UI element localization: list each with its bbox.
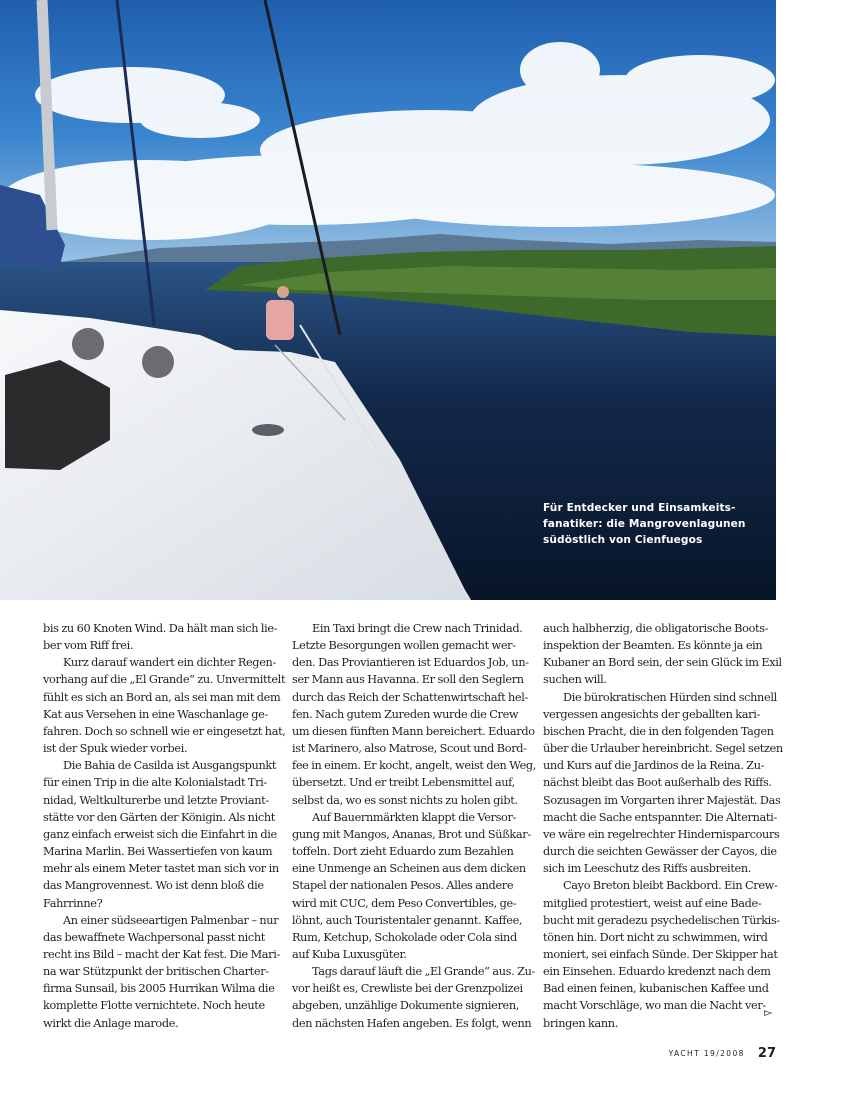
text-line: fee in einem. Er kocht, angelt, weist den Weg, bbox=[292, 759, 537, 773]
text-line: bischen Pracht, die in den folgenden Tagen bbox=[543, 724, 774, 738]
text-line: macht Vorschläge, wo man die Nacht ver- bbox=[543, 999, 766, 1013]
text-line: mitglied protestiert, weist auf eine Bade- bbox=[543, 896, 762, 910]
caption-line: südöstlich von Cienfuegos bbox=[543, 534, 703, 546]
text-line: Kurz darauf wandert ein dichter Regen- bbox=[63, 656, 276, 670]
text-line: nidad, Weltkulturerbe und letzte Proviant- bbox=[43, 793, 269, 807]
text-line: Letzte Besorgungen wollen gemacht wer- bbox=[292, 639, 516, 653]
text-line: macht die Sache entspannter. Die Alternati- bbox=[543, 810, 777, 824]
text-line: übersetzt. Und er treibt Lebensmittel auf, bbox=[292, 776, 515, 790]
text-line: Fahrrinne? bbox=[43, 896, 103, 910]
text-line: den. Das Proviantieren ist Eduardos Job, un- bbox=[292, 656, 529, 670]
text-line: nächst bleibt das Boot außerhalb des Riffs. bbox=[543, 776, 772, 790]
text-line: löhnt, auch Touristentaler genannt. Kaffee, bbox=[292, 913, 523, 927]
magazine-issue: YACHT 19/2008 bbox=[668, 1049, 745, 1058]
caption-line: fanatiker: die Mangrovenlagunen bbox=[543, 518, 746, 530]
text-column-1 bbox=[43, 620, 286, 1032]
text-line: für einen Trip in die alte Kolonialstadt Tri- bbox=[43, 776, 267, 790]
article-end-mark: ▻ bbox=[764, 1006, 773, 1019]
text-line: abgeben, unzählige Dokumente signieren, bbox=[292, 999, 519, 1013]
lagoon-photo bbox=[0, 0, 776, 600]
text-line: selbst da, wo es sonst nichts zu holen gibt. bbox=[292, 793, 518, 807]
text-line: firma Sunsail, bis 2005 Hurrikan Wilma die bbox=[43, 982, 275, 996]
text-line: um diesen fünften Mann bereichert. Eduardo bbox=[292, 724, 535, 738]
text-line: wirkt die Anlage marode. bbox=[43, 1016, 179, 1030]
photo-caption bbox=[543, 500, 763, 548]
text-line: ve wäre ein regelrechter Hindernisparcours bbox=[543, 827, 780, 841]
text-line: durch die seichten Gewässer der Cayos, die bbox=[543, 845, 777, 859]
text-line: ist der Spuk wieder vorbei. bbox=[43, 742, 188, 756]
text-line: stätte vor den Gärten der Königin. Als nicht bbox=[43, 810, 275, 824]
text-line: durch das Reich der Schattenwirtschaft hel- bbox=[292, 690, 528, 704]
text-line: Stapel der nationalen Pesos. Alles andere bbox=[292, 879, 514, 893]
text-line: vorhang auf die „El Grande“ zu. Unvermittelt bbox=[43, 673, 286, 687]
text-line: Tags darauf läuft die „El Grande“ aus. Zu- bbox=[312, 965, 535, 979]
text-column-3 bbox=[543, 620, 783, 1032]
text-line: Sozusagen im Vorgarten ihrer Majestät. Das bbox=[543, 793, 781, 807]
text-line: fühlt es sich an Bord an, als sei man mit dem bbox=[43, 690, 281, 704]
text-line: Kat aus Versehen in eine Waschanlage ge- bbox=[43, 707, 268, 721]
text-line: auch halbherzig, die obligatorische Boots- bbox=[543, 622, 769, 635]
text-line: das Mangrovennest. Wo ist denn bloß die bbox=[43, 879, 264, 893]
text-line: wird mit CUC, dem Peso Convertibles, ge- bbox=[292, 896, 517, 910]
text-line: das bewaffnete Wachpersonal passt nicht bbox=[43, 930, 265, 944]
text-line: mehr als einem Meter tastet man sich vor in bbox=[43, 862, 279, 876]
text-line: ist Marinero, also Matrose, Scout und Bord- bbox=[292, 742, 527, 756]
text-line: vergessen angesichts der geballten kari- bbox=[543, 707, 760, 721]
text-line: Ein Taxi bringt die Crew nach Trinidad. bbox=[312, 622, 523, 635]
text-line: recht ins Bild – macht der Kat fest. Die Mari- bbox=[43, 947, 280, 961]
text-line: Cayo Breton bleibt Backbord. Ein Crew- bbox=[563, 879, 778, 893]
text-line: An einer südseeartigen Palmenbar – nur bbox=[63, 913, 279, 927]
text-line: eine Unmenge an Scheinen aus dem dicken bbox=[292, 862, 526, 876]
page-footer bbox=[669, 1043, 776, 1062]
text-line: fahren. Doch so schnell wie er eingesetzt hat, bbox=[43, 724, 286, 738]
text-column-2 bbox=[292, 620, 537, 1032]
text-line: bis zu 60 Knoten Wind. Da hält man sich lie- bbox=[43, 622, 278, 635]
text-line: Die Bahia de Casilda ist Ausgangspunkt bbox=[63, 759, 277, 773]
text-line: fen. Nach gutem Zureden wurde die Crew bbox=[292, 707, 519, 721]
text-line: über die Urlauber hereinbricht. Segel setzen bbox=[543, 742, 783, 756]
text-line: auf Kuba Luxusgüter. bbox=[292, 947, 407, 961]
text-line: Auf Bauernmärkten klappt die Versor- bbox=[312, 810, 516, 824]
caption-line: Für Entdecker und Einsamkeits- bbox=[543, 502, 736, 514]
text-line: ber vom Riff frei. bbox=[43, 639, 134, 653]
text-line: Die bürokratischen Hürden sind schnell bbox=[563, 690, 777, 704]
page-number: 27 bbox=[757, 1046, 776, 1061]
text-line: vor heißt es, Crewliste bei der Grenzpolizei bbox=[292, 982, 523, 996]
text-line: Bad einen feinen, kubanischen Kaffee und bbox=[543, 982, 769, 996]
text-line: bucht mit geradezu psychedelischen Türkis- bbox=[543, 913, 780, 927]
text-line: und Kurs auf die Jardinos de la Reina. Zu- bbox=[543, 759, 765, 773]
text-line: suchen will. bbox=[543, 673, 607, 687]
text-line: komplette Flotte vernichtete. Noch heute bbox=[43, 999, 265, 1013]
text-line: ganz einfach erweist sich die Einfahrt in die bbox=[43, 827, 277, 841]
text-line: gung mit Mangos, Ananas, Brot und Süßkar- bbox=[292, 827, 531, 841]
text-line: moniert, sei einfach Sünde. Der Skipper hat bbox=[543, 947, 778, 961]
text-line: Kubaner an Bord sein, der sein Glück im Exil bbox=[543, 656, 782, 670]
text-line: bringen kann. bbox=[543, 1016, 618, 1030]
text-line: toffeln. Dort zieht Eduardo zum Bezahlen bbox=[292, 845, 514, 859]
text-line: ein Einsehen. Eduardo kredenzt nach dem bbox=[543, 965, 771, 979]
text-line: den nächsten Hafen angeben. Es folgt, wenn bbox=[292, 1016, 532, 1030]
text-line: Marina Marlin. Bei Wassertiefen von kaum bbox=[43, 845, 273, 859]
text-line: sich im Leeschutz des Riffs ausbreiten. bbox=[543, 862, 752, 876]
text-line: Rum, Ketchup, Schokolade oder Cola sind bbox=[292, 930, 517, 944]
text-line: inspektion der Beamten. Es könnte ja ein bbox=[543, 639, 763, 653]
text-line: na war Stützpunkt der britischen Charter- bbox=[43, 965, 269, 979]
text-line: tönen hin. Dort nicht zu schwimmen, wird bbox=[543, 930, 768, 944]
text-line: ser Mann aus Havanna. Er soll den Seglern bbox=[292, 673, 524, 687]
